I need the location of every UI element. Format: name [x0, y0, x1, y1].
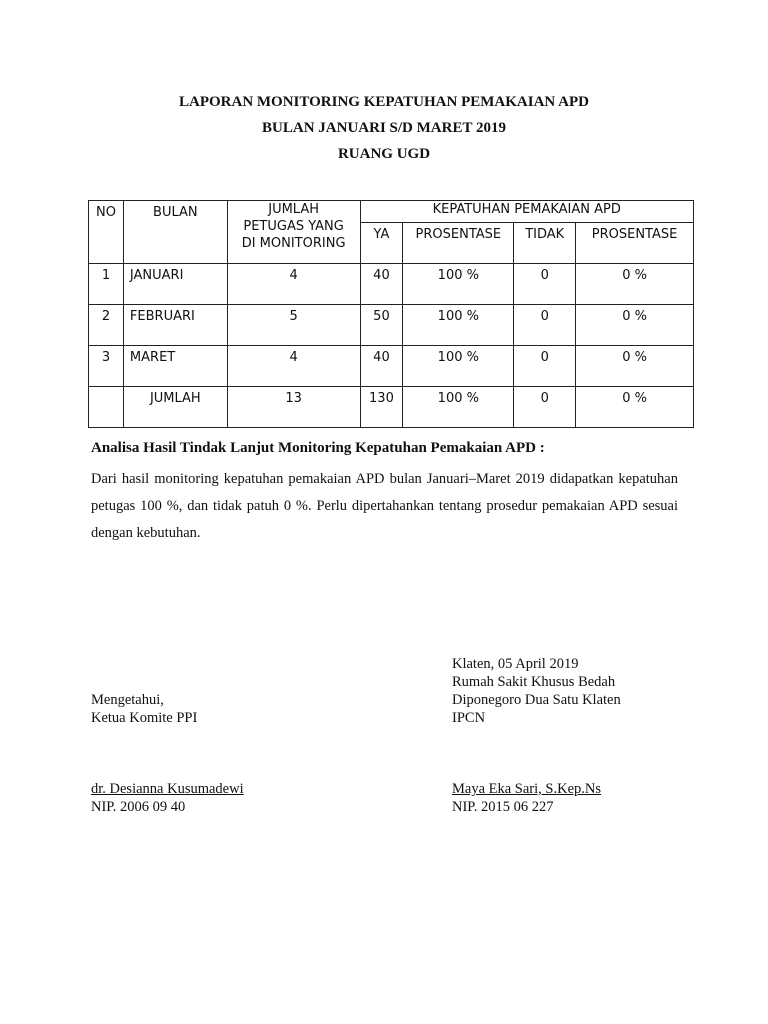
acknowledged-label: Mengetahui, — [91, 692, 164, 708]
cell-bulan: JANUARI — [123, 264, 227, 305]
header-prosentase-ya: PROSENTASE — [403, 223, 514, 264]
signer-name-left: dr. Desianna Kusumadewi — [91, 781, 244, 797]
cell-tidak: 0 — [514, 305, 576, 346]
cell-prosentase-tidak: 0 % — [576, 305, 694, 346]
hospital-name-line2: Diponegoro Dua Satu Klaten — [452, 692, 621, 708]
cell-prosentase-ya: 100 % — [403, 264, 514, 305]
cell-ya: 40 — [360, 346, 403, 387]
cell-prosentase-tidak: 0 % — [576, 346, 694, 387]
cell-prosentase-ya: 100 % — [403, 305, 514, 346]
table-row — [89, 305, 694, 346]
cell-tidak: 0 — [514, 264, 576, 305]
cell-tidak: 0 — [514, 346, 576, 387]
header-jumlah-line3: DI MONITORING — [241, 236, 346, 251]
header-tidak: TIDAK — [514, 223, 576, 264]
cell-total-jumlah: 13 — [227, 387, 360, 428]
cell-no: 3 — [89, 346, 124, 387]
monitoring-table — [88, 200, 694, 428]
analysis-heading: Analisa Hasil Tindak Lanjut Monitoring Kepatuhan Pemakaian APD : — [91, 440, 545, 456]
cell-no-empty — [89, 387, 124, 428]
report-unit: RUANG UGD — [337, 146, 431, 162]
signer-role-right: IPCN — [452, 710, 486, 726]
cell-jumlah: 4 — [227, 346, 360, 387]
header-jumlah-line1: JUMLAH — [268, 202, 320, 217]
analysis-body: Dari hasil monitoring kepatuhan pemakaian APD bulan Januari–Maret 2019 didapatkan kepatuhan petugas 100 %, dan tidak patuh 0 %. Perlu dipertahankan tentang prosedur pemakaian APD sesuai dengan kebutuhan. — [91, 471, 678, 541]
table-row — [89, 346, 694, 387]
signer-role-left: Ketua Komite PPI — [91, 710, 198, 726]
hospital-name-line1: Rumah Sakit Khusus Bedah — [452, 674, 616, 690]
signer-nip-left: NIP. 2006 09 40 — [91, 799, 186, 815]
cell-jumlah: 4 — [227, 264, 360, 305]
report-title: LAPORAN MONITORING KEPATUHAN PEMAKAIAN APD — [178, 94, 589, 110]
header-prosentase-tidak: PROSENTASE — [576, 223, 694, 264]
header-no: NO — [89, 201, 124, 264]
header-kepatuhan: KEPATUHAN PEMAKAIAN APD — [360, 201, 694, 223]
header-jumlah-petugas — [227, 201, 360, 264]
cell-total-prosentase-tidak: 0 % — [576, 387, 694, 428]
signer-nip-right: NIP. 2015 06 227 — [452, 799, 554, 815]
cell-total-label: JUMLAH — [123, 387, 227, 428]
cell-prosentase-tidak: 0 % — [576, 264, 694, 305]
cell-total-ya: 130 — [360, 387, 403, 428]
cell-no: 2 — [89, 305, 124, 346]
cell-total-prosentase-ya: 100 % — [403, 387, 514, 428]
cell-prosentase-ya: 100 % — [403, 346, 514, 387]
header-ya: YA — [360, 223, 403, 264]
cell-bulan: FEBRUARI — [123, 305, 227, 346]
cell-ya: 40 — [360, 264, 403, 305]
cell-bulan: MARET — [123, 346, 227, 387]
report-period: BULAN JANUARI S/D MARET 2019 — [262, 120, 506, 136]
header-bulan: BULAN — [123, 201, 227, 264]
cell-ya: 50 — [360, 305, 403, 346]
table-row — [89, 264, 694, 305]
place-date: Klaten, 05 April 2019 — [452, 656, 579, 672]
table-total-row — [89, 387, 694, 428]
cell-total-tidak: 0 — [514, 387, 576, 428]
header-jumlah-line2: PETUGAS YANG — [243, 219, 344, 234]
cell-jumlah: 5 — [227, 305, 360, 346]
cell-no: 1 — [89, 264, 124, 305]
signer-name-right: Maya Eka Sari, S.Kep.Ns — [452, 781, 602, 797]
